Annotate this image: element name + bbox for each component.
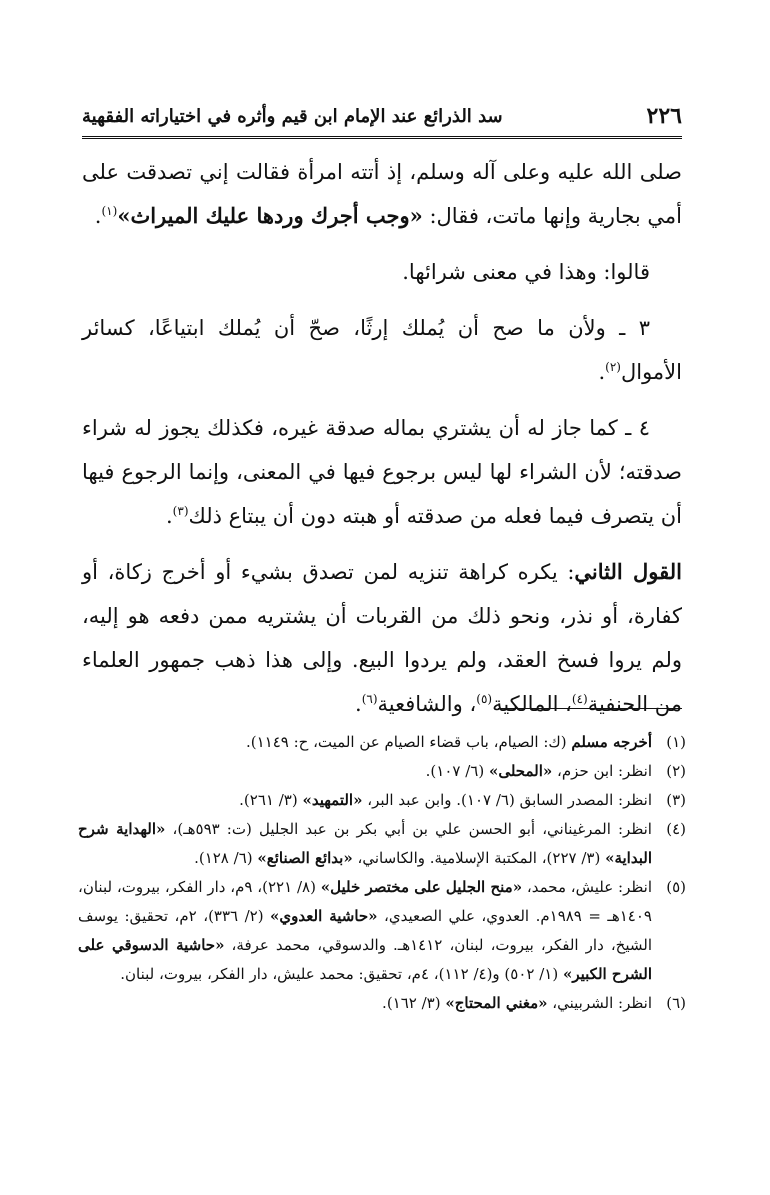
footnote-ref-5[interactable]: (٥) (476, 692, 493, 706)
paragraph-4 (82, 406, 682, 538)
footnote-text (78, 786, 652, 815)
footnote-citation-text: انظر: ابن حزم، (552, 762, 652, 780)
footnote-ref-1[interactable]: (١) (101, 204, 118, 218)
running-title: سد الذرائع عند الإمام ابن قيم وأثره في اختياراته الفقهية (82, 105, 503, 127)
footnote-source-title: «التمهيد» (302, 791, 363, 809)
footnote-citation-text: (٢/ ٣٣٦)، ٢م، تحقيق: يوسف الشيخ، دار الفكر، بيروت، لبنان، ١٤١٢هـ. والدسوقي، محمد عرفة، (78, 907, 653, 954)
paragraph-2 (82, 250, 682, 294)
p4-text: ٤ ـ كما جاز له أن يشتري بماله صدقة غيره، فكذلك يجوز له شراء صدقته؛ لأن الشراء لها ليس برجوع فيها في المعنى، وإنما الرجوع فيها أن يتصرف فيما فعله من صدقته أو هبته دون أن يبتاع ذلك (82, 416, 682, 528)
footnote-citation-text: (٣/ ٢٦١). (239, 791, 303, 809)
p1-end: . (94, 204, 102, 228)
footnote-1 (78, 728, 686, 757)
footnote-citation-text: (ك: الصيام، باب قضاء الصيام عن الميت، ح: ١١٤٩). (245, 733, 572, 751)
footnote-source-title: «حاشية الدسوقي على الشرح الكبير» (78, 936, 652, 983)
footnote-citation-text: (٨/ ٢٢١)، ٩م، دار الفكر، بيروت، لبنان، ١٤٠٩هـ = ١٩٨٩م. العدوي، علي الصعيدي، (78, 878, 652, 925)
footnote-text (78, 815, 652, 873)
footnote-citation-text: (١/ ٥٠٢) و(٤/ ١١٢)، ٤م، تحقيق: محمد عليش، دار الفكر، بيروت، لبنان. (120, 965, 563, 983)
footnote-number: (٤) (666, 820, 686, 838)
footnotes (78, 728, 686, 1018)
p4-end: . (165, 504, 173, 528)
footnote-6 (78, 989, 686, 1018)
footnote-source-title: «المحلى» (488, 762, 553, 780)
footnote-2 (78, 757, 686, 786)
footnote-text (78, 757, 652, 786)
footnote-citation-text: انظر: الشربيني، (547, 994, 652, 1012)
footnote-citation-text: (٣/ ٢٢٧)، المكتبة الإسلامية. والكاساني، (352, 849, 606, 867)
footnote-source-title: «مغني المحتاج» (445, 994, 548, 1012)
p1-text: صلى الله عليه وعلى آله وسلم، إذ أتته امرأة فقالت إني تصدقت على أمي بجارية وإنها ماتت، فقال: (82, 160, 682, 228)
p5-mid2: ، والشافعية (377, 692, 477, 716)
footnote-citation-text: (٦/ ١٠٧). (425, 762, 489, 780)
paragraph-3 (82, 306, 682, 394)
footnote-ref-4[interactable]: (٤) (571, 692, 588, 706)
p5-text: : يكره كراهة تنزيه لمن تصدق بشيء أو أخرج زكاة، أو كفارة، أو نذر، ونحو ذلك من القربات أن يشتريه ممن دفعه هو إليه، ولم يروا فسخ العقد، ولم يردوا البيع. وإلى هذا ذهب جمهور العلماء من الحنفية (82, 560, 682, 716)
paragraph-5 (82, 550, 682, 726)
footnote-separator (498, 708, 682, 709)
footnote-5 (78, 873, 686, 989)
p3-text: ٣ ـ ولأن ما صح أن يُملك إرثًا، صحّ أن يُملك ابتياعًا، كسائر الأموال (82, 316, 682, 384)
footnote-number: (١) (666, 733, 686, 751)
p3-end: . (598, 360, 606, 384)
footnote-source-title: «منح الجليل على مختصر خليل» (320, 878, 523, 896)
p5-heading: القول الثاني (574, 559, 682, 584)
footnote-ref-2[interactable]: (٢) (605, 360, 621, 374)
footnote-number: (٣) (666, 791, 686, 809)
footnote-citation-text: انظر: المرغيناني، أبو الحسن علي بن أبي بكر بن عبد الجليل (ت: ٥٩٣هـ)، (165, 820, 652, 838)
footnote-source-title: أخرجه مسلم (571, 733, 652, 751)
p1-quote: «وجب أجرك وردها عليك الميراث» (117, 203, 423, 228)
footnote-text (78, 873, 652, 989)
main-text (82, 150, 682, 726)
footnote-citation-text: انظر: عليش، محمد، (522, 878, 652, 896)
paragraph-1 (82, 150, 682, 238)
footnote-ref-3[interactable]: (٣) (172, 504, 189, 518)
footnote-source-title: «الهداية شرح البداية» (78, 820, 652, 867)
footnote-4 (78, 815, 686, 873)
footnote-number: (٦) (666, 994, 686, 1012)
footnote-number: (٢) (666, 762, 686, 780)
page-number: ٢٢٦ (646, 103, 682, 129)
footnote-text (78, 728, 652, 757)
footnote-citation-text: (٦/ ١٢٨). (194, 849, 258, 867)
footnote-source-title: «بدائع الصنائع» (257, 849, 353, 867)
p5-end: . (355, 692, 362, 716)
footnote-citation-text: انظر: المصدر السابق (٦/ ١٠٧). وابن عبد البر، (362, 791, 652, 809)
footnote-3 (78, 786, 686, 815)
footnote-ref-6[interactable]: (٦) (361, 692, 378, 706)
header-divider (82, 136, 682, 139)
footnote-number: (٥) (666, 878, 686, 896)
p5-mid: ، المالكية (492, 692, 572, 716)
footnote-text (78, 989, 652, 1018)
page-header (82, 96, 682, 136)
footnote-citation-text: (٣/ ١٦٢). (382, 994, 446, 1012)
footnote-source-title: «حاشية العدوي» (270, 907, 378, 925)
p2-text: قالوا: وهذا في معنى شرائها. (402, 260, 650, 284)
